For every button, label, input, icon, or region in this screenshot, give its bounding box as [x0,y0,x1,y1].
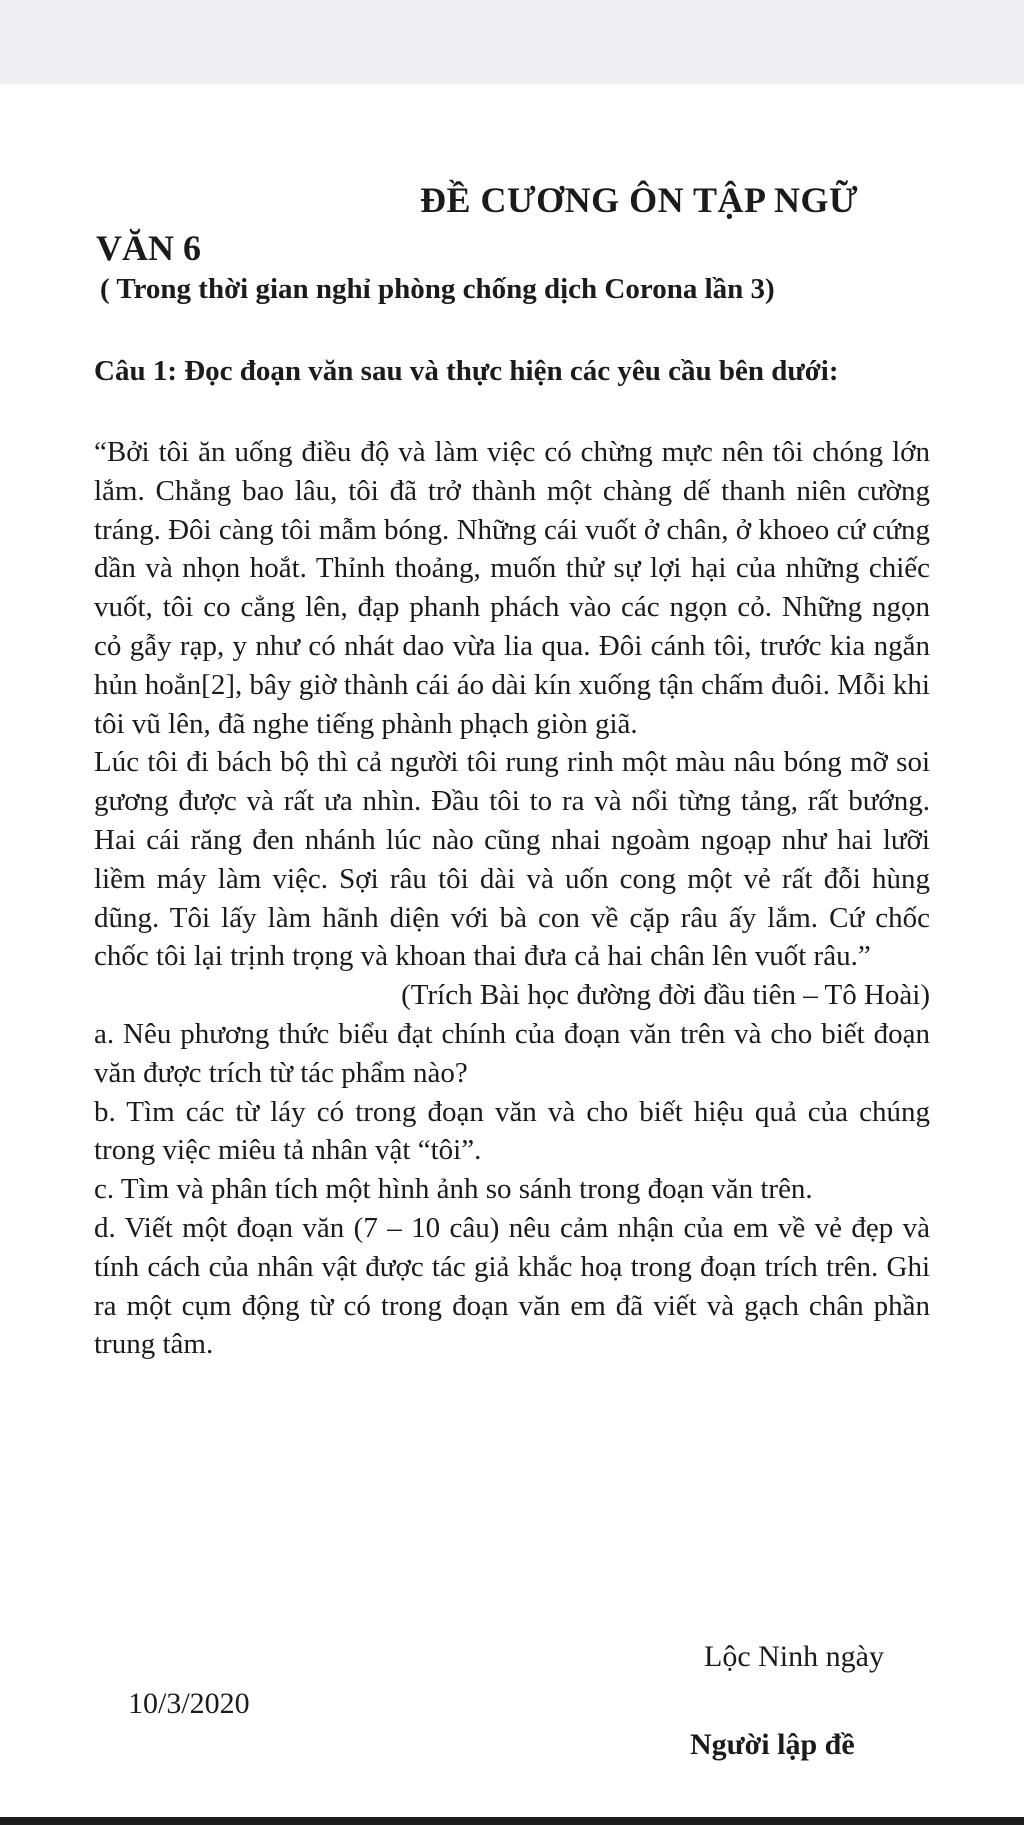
passage-paragraph-1: “Bởi tôi ăn uống điều độ và làm việc có chừng mực nên tôi chóng lớn lắm. Chẳng bao lâu, tôi đã trở thành một chàng dế thanh niên cường tráng. Đôi càng tôi mẫm bóng. Những cái vuốt ở chân, ở khoeo cứ cứng dần và nhọn hoắt. Thỉnh thoảng, muốn thử sự lợi hại của những chiếc vuốt, tôi co cẳng lên, đạp phanh phách vào các ngọn cỏ. Những ngọn cỏ gẫy rạp, y như có nhát dao vừa lia qua. Đôi cánh tôi, trước kia ngắn hủn hoẳn[2], bây giờ thành cái áo dài kín xuống tận chấm đuôi. Mỗi khi tôi vũ lên, đã nghe tiếng phành phạch giòn giã. [94,436,930,740]
signer-cutoff-text [690,1725,855,1741]
passage-citation: (Trích Bài học đường đời đầu tiên – Tô Hoài) [401,979,930,1012]
viewer-top-strip [0,0,1024,84]
signature-place: Lộc Ninh ngày [704,1640,884,1673]
page-bottom-edge [0,1817,1024,1825]
document-title: ĐỀ CƯƠNG ÔN TẬP NGỮ [420,180,859,220]
task-a: a. Nêu phương thức biểu đạt chính của đoạn văn trên và cho biết đoạn văn được trích từ tác phẩm nào? [94,1017,930,1089]
task-d: d. Viết một đoạn văn (7 – 10 câu) nêu cảm nhận của em về vẻ đẹp và tính cách của nhân vật được tác giả khắc hoạ trong đoạn trích trên. Ghi ra một cụm động từ có trong đoạn văn em đã viết và gạch chân phần trung tâm. [94,1211,930,1361]
document-title-continued: VĂN 6 [96,228,201,268]
passage-paragraph-2: Lúc tôi đi bách bộ thì cả người tôi rung rinh một màu nâu bóng mỡ soi gương được và rất ưa nhìn. Đầu tôi to ra và nổi từng tảng, rất bướng. Hai cái răng đen nhánh lúc nào cũng nhai ngoàm ngoạp như hai lưỡi liềm máy làm việc. Sợi râu tôi dài và uốn cong một vẻ rất đỗi hùng dũng. Tôi lấy làm hãnh diện với bà con về cặp râu ấy lắm. Cứ chốc chốc tôi lại trịnh trọng và khoan thai đưa cả hai chân lên vuốt râu.” [94,746,930,973]
question-heading: Câu 1: Đọc đoạn văn sau và thực hiện các yêu cầu bên dưới: [94,355,839,387]
passage-and-tasks [94,433,930,1364]
task-c: c. Tìm và phân tích một hình ảnh so sánh trong đoạn văn trên. [94,1173,813,1206]
task-b: b. Tìm các từ láy có trong đoạn văn và cho biết hiệu quả của chúng trong việc miêu tả nhân vật “tôi”. [94,1095,930,1167]
document-page [0,84,1024,1825]
document-subtitle: ( Trong thời gian nghỉ phòng chống dịch Corona lần 3) [100,273,775,305]
signature-date: 10/3/2020 [128,1687,250,1720]
